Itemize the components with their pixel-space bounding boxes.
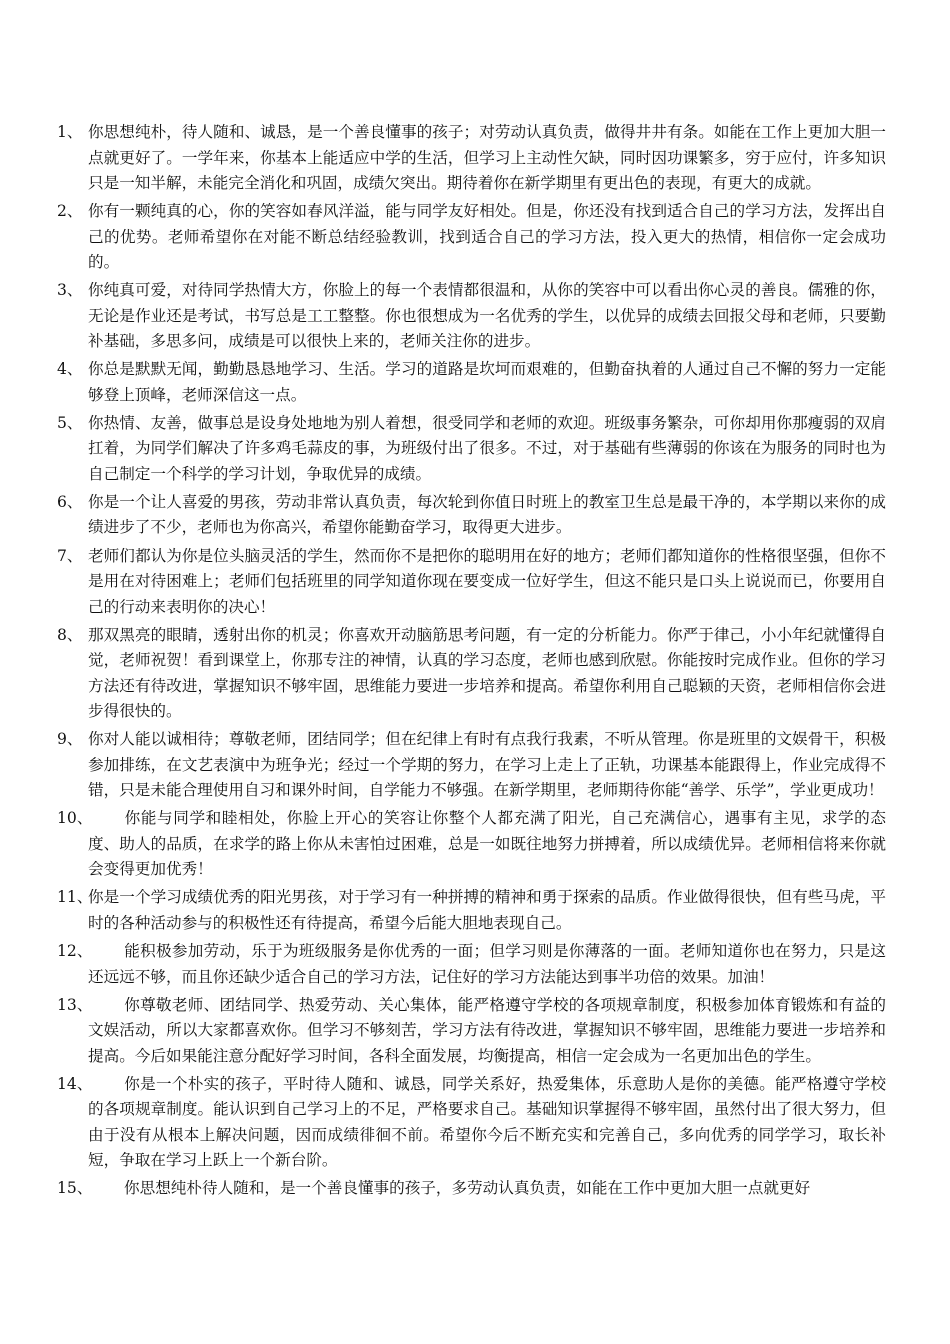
list-item <box>0 411 950 488</box>
item-text: 你是一个学习成绩优秀的阳光男孩，对于学习有一种拼搏的精神和勇于探索的品质。作业做得很快，但有些马虎，平时的各种活动参与的积极性还有待提高，希望今后能大胆地表现自己。 <box>88 888 886 932</box>
comment-list <box>0 120 950 1204</box>
list-item <box>0 623 950 725</box>
item-number: 14、 <box>57 1074 93 1093</box>
item-number: 2、 <box>57 202 83 221</box>
item-number: 3、 <box>57 281 83 300</box>
item-text: 你思想纯朴，待人随和、诚恳，是一个善良懂事的孩子；对劳动认真负责，做得井井有条。如能在工作上更加大胆一点就更好了。一学年来，你基本上能适应中学的生活，但学习上主动性欠缺，同时因功课繁多，穷于应付，许多知识只是一知半解，未能完全消化和巩固，成绩欠突出。期待着你在新学期里有更出色的表现，有更大的成就。 <box>88 123 886 192</box>
list-item <box>0 544 950 621</box>
list-item <box>0 120 950 197</box>
list-item <box>0 806 950 883</box>
item-text: 那双黑亮的眼睛，透射出你的机灵；你喜欢开动脑筋思考问题，有一定的分析能力。你严于律己，小小年纪就懂得自觉，老师祝贺！看到课堂上，你那专注的神情，认真的学习态度，老师也感到欣慰。你能按时完成作业。但你的学习方法还有待改进，掌握知识不够牢固，思维能力要进一步培养和提高。希望你利用自己聪颖的天资，老师相信你会进步得很快的。 <box>88 625 886 721</box>
item-text: 你是一个让人喜爱的男孩，劳动非常认真负责，每次轮到你值日时班上的教室卫生总是最干净的，本学期以来你的成绩进步了不少，老师也为你高兴，希望你能勤奋学习，取得更大进步。 <box>88 492 886 537</box>
item-number: 12、 <box>57 942 93 961</box>
list-item <box>0 357 950 408</box>
item-number: 6、 <box>57 492 83 511</box>
list-item <box>0 199 950 276</box>
item-text: 你有一颗纯真的心，你的笑容如春风洋溢，能与同学友好相处。但是，你还没有找到适合自己的学习方法，发挥出自己的优势。老师希望你在对能不断总结经验教训，找到适合自己的学习方法，投入更大的热情，相信你一定会成功的。 <box>88 202 886 272</box>
list-item <box>0 939 950 990</box>
item-text: 老师们都认为你是位头脑灵活的学生，然而你不是把你的聪明用在好的地方；老师们都知道你的性格很坚强，但你不是用在对待困难上；老师们包括班里的同学知道你现在要变成一位好学生，但这不能只是口头上说说而已，你要用自己的行动来表明你的决心！ <box>88 546 886 616</box>
item-text: 你能与同学和睦相处，你脸上开心的笑容让你整个人都充满了阳光，自己充满信心，遇事有主见，求学的态度、助人的品质，在求学的路上你从未害怕过困难，总是一如既往地努力拼搏着，所以成绩优异。老师相信将来你就会变得更加优秀！ <box>88 809 886 879</box>
item-text: 你纯真可爱，对待同学热情大方，你脸上的每一个表情都很温和，从你的笑容中可以看出你心灵的善良。儒雅的你，无论是作业还是考试，书写总是工工整整。你也很想成为一名优秀的学生，以优异的成绩去回报父母和老师，只要勤补基础，多思多问，成绩是可以很快上来的，老师关注你的进步。 <box>88 281 886 351</box>
item-text: 你是一个朴实的孩子，平时待人随和、诚恳，同学关系好，热爱集体，乐意助人是你的美德。能严格遵守学校的各项规章制度。能认识到自己学习上的不足，严格要求自己。基础知识掌握得不够牢固，虽然付出了很大努力，但由于没有从根本上解决问题，因而成绩徘徊不前。希望你今后不断充实和完善自己，多向优秀的同学学习，取长补短，争取在学习上跃上一个新台阶。 <box>88 1074 886 1170</box>
list-item <box>0 1072 950 1174</box>
item-number: 15、 <box>57 1179 93 1198</box>
item-number: 13、 <box>57 995 93 1014</box>
item-number: 4、 <box>57 360 83 379</box>
item-number: 8、 <box>57 625 83 644</box>
item-number: 9、 <box>57 730 83 749</box>
item-text: 你思想纯朴待人随和，是一个善良懂事的孩子，多劳动认真负责，如能在工作中更加大胆一点就更好 <box>124 1179 811 1198</box>
list-item <box>0 490 950 541</box>
item-text: 你尊敬老师、团结同学、热爱劳动、关心集体，能严格遵守学校的各项规章制度，积极参加体育锻炼和有益的文娱活动，所以大家都喜欢你。但学习不够刻苦，学习方法有待改进，掌握知识不够牢固，思维能力要进一步培养和提高。今后如果能注意分配好学习时间，各科全面发展，均衡提高，相信一定会成为一名更加出色的学生。 <box>88 995 886 1065</box>
item-text: 你对人能以诚相待；尊敬老师，团结同学；但在纪律上有时有点我行我素，不听从管理。你是班里的文娱骨干，积极参加排练，在文艺表演中为班争光；经过一个学期的努力，在学习上走上了正轨，功课基本能跟得上，作业完成得不错，只是未能合理使用自习和课外时间，自学能力不够强。在新学期里，老师期待你能“善学、乐学”，学业更成功！ <box>88 730 886 800</box>
item-number: 11、 <box>57 888 93 907</box>
item-number: 7、 <box>57 546 83 565</box>
item-text: 你总是默默无闻，勤勤恳恳地学习、生活。学习的道路是坎坷而艰难的，但勤奋执着的人通过自己不懈的努力一定能够登上顶峰，老师深信这一点。 <box>88 360 886 404</box>
item-text: 能积极参加劳动，乐于为班级服务是你优秀的一面；但学习则是你薄落的一面。老师知道你也在努力，只是这还远远不够，而且你还缺少适合自己的学习方法，记住好的学习方法能达到事半功倍的效果。加油！ <box>88 942 886 986</box>
list-item <box>0 993 950 1070</box>
list-item <box>0 885 950 936</box>
item-number: 10、 <box>57 809 93 828</box>
item-number: 5、 <box>57 413 83 432</box>
item-text: 你热情、友善，做事总是设身处地地为别人着想，很受同学和老师的欢迎。班级事务繁杂，可你却用你那瘦弱的双肩扛着，为同学们解决了许多鸡毛蒜皮的事，为班级付出了很多。不过，对于基础有些薄弱的你该在为服务的同时也为自己制定一个科学的学习计划，争取优异的成绩。 <box>88 413 886 483</box>
list-item <box>0 727 950 804</box>
item-number: 1、 <box>57 123 83 141</box>
list-item <box>0 278 950 355</box>
list-item <box>0 1176 950 1202</box>
